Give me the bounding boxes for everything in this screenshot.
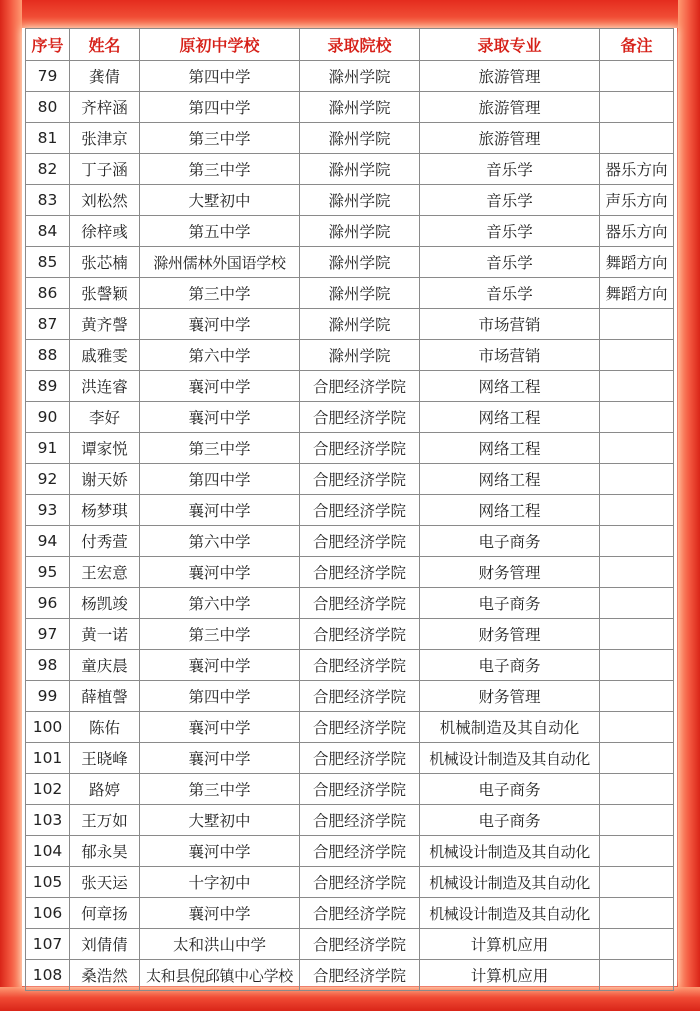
cell-name: 谢天娇	[70, 464, 140, 495]
cell-note: 声乐方向	[600, 185, 674, 216]
cell-major: 财务管理	[420, 681, 600, 712]
table-row	[26, 154, 674, 185]
table-row	[26, 371, 674, 402]
cell-middle-school: 第四中学	[140, 92, 300, 123]
cell-name: 薛植謦	[70, 681, 140, 712]
cell-college: 滁州学院	[300, 216, 420, 247]
table-row	[26, 619, 674, 650]
cell-major: 计算机应用	[420, 929, 600, 960]
cell-middle-school: 襄河中学	[140, 743, 300, 774]
cell-college: 合肥经济学院	[300, 650, 420, 681]
header-number: 序号	[26, 29, 70, 61]
cell-middle-school: 襄河中学	[140, 898, 300, 929]
cell-middle-school: 襄河中学	[140, 309, 300, 340]
table-row	[26, 185, 674, 216]
cell-number: 97	[26, 619, 70, 650]
cell-middle-school: 大墅初中	[140, 185, 300, 216]
cell-number: 86	[26, 278, 70, 309]
cell-number: 106	[26, 898, 70, 929]
cell-college: 合肥经济学院	[300, 495, 420, 526]
cell-note	[600, 898, 674, 929]
cell-college: 合肥经济学院	[300, 929, 420, 960]
cell-note	[600, 495, 674, 526]
cell-number: 107	[26, 929, 70, 960]
cell-college: 合肥经济学院	[300, 712, 420, 743]
cell-name: 郁永昊	[70, 836, 140, 867]
table-row	[26, 774, 674, 805]
cell-college: 合肥经济学院	[300, 743, 420, 774]
cell-major: 财务管理	[420, 557, 600, 588]
cell-name: 丁子涵	[70, 154, 140, 185]
table-row	[26, 464, 674, 495]
cell-college: 合肥经济学院	[300, 867, 420, 898]
cell-number: 81	[26, 123, 70, 154]
cell-note: 器乐方向	[600, 216, 674, 247]
cell-college: 滁州学院	[300, 92, 420, 123]
cell-name: 李好	[70, 402, 140, 433]
cell-middle-school: 襄河中学	[140, 402, 300, 433]
cell-name: 付秀萱	[70, 526, 140, 557]
cell-note	[600, 464, 674, 495]
cell-name: 何章扬	[70, 898, 140, 929]
cell-name: 洪连睿	[70, 371, 140, 402]
cell-note: 舞蹈方向	[600, 278, 674, 309]
cell-number: 89	[26, 371, 70, 402]
cell-middle-school: 襄河中学	[140, 495, 300, 526]
cell-college: 滁州学院	[300, 123, 420, 154]
document-sheet	[22, 28, 677, 986]
cell-name: 齐梓涵	[70, 92, 140, 123]
cell-name: 张芯楠	[70, 247, 140, 278]
header-note: 备注	[600, 29, 674, 61]
cell-major: 计算机应用	[420, 960, 600, 991]
cell-major: 市场营销	[420, 309, 600, 340]
cell-middle-school: 第三中学	[140, 433, 300, 464]
cell-note	[600, 929, 674, 960]
header-college: 录取院校	[300, 29, 420, 61]
cell-note	[600, 960, 674, 991]
cell-major: 网络工程	[420, 371, 600, 402]
cell-major: 电子商务	[420, 588, 600, 619]
cell-college: 合肥经济学院	[300, 836, 420, 867]
header-middle-school: 原初中学校	[140, 29, 300, 61]
cell-major: 机械设计制造及其自动化	[420, 898, 600, 929]
cell-middle-school: 第三中学	[140, 154, 300, 185]
table-row	[26, 216, 674, 247]
cell-middle-school: 太和洪山中学	[140, 929, 300, 960]
cell-middle-school: 滁州儒林外国语学校	[140, 247, 300, 278]
left-border	[0, 0, 22, 1011]
table-row	[26, 123, 674, 154]
cell-name: 张津京	[70, 123, 140, 154]
cell-major: 电子商务	[420, 650, 600, 681]
cell-name: 黄齐謦	[70, 309, 140, 340]
cell-major: 音乐学	[420, 185, 600, 216]
cell-note	[600, 309, 674, 340]
cell-college: 滁州学院	[300, 61, 420, 92]
cell-note	[600, 526, 674, 557]
cell-middle-school: 襄河中学	[140, 836, 300, 867]
cell-note	[600, 433, 674, 464]
cell-number: 103	[26, 805, 70, 836]
cell-college: 合肥经济学院	[300, 371, 420, 402]
cell-note	[600, 743, 674, 774]
cell-number: 99	[26, 681, 70, 712]
cell-college: 合肥经济学院	[300, 526, 420, 557]
cell-college: 合肥经济学院	[300, 898, 420, 929]
table-row	[26, 247, 674, 278]
cell-middle-school: 第五中学	[140, 216, 300, 247]
cell-college: 滁州学院	[300, 340, 420, 371]
cell-middle-school: 第三中学	[140, 123, 300, 154]
cell-number: 105	[26, 867, 70, 898]
cell-name: 徐梓彧	[70, 216, 140, 247]
table-row	[26, 557, 674, 588]
cell-major: 网络工程	[420, 402, 600, 433]
table-row	[26, 867, 674, 898]
cell-college: 合肥经济学院	[300, 557, 420, 588]
cell-major: 旅游管理	[420, 92, 600, 123]
cell-major: 网络工程	[420, 464, 600, 495]
cell-note	[600, 557, 674, 588]
table-row	[26, 433, 674, 464]
cell-college: 合肥经济学院	[300, 774, 420, 805]
table-row	[26, 278, 674, 309]
cell-middle-school: 第三中学	[140, 619, 300, 650]
cell-middle-school: 第三中学	[140, 774, 300, 805]
cell-name: 路婷	[70, 774, 140, 805]
cell-name: 龚倩	[70, 61, 140, 92]
cell-note	[600, 340, 674, 371]
cell-college: 滁州学院	[300, 278, 420, 309]
cell-major: 音乐学	[420, 247, 600, 278]
table-row	[26, 929, 674, 960]
table-row	[26, 340, 674, 371]
cell-number: 88	[26, 340, 70, 371]
cell-middle-school: 第四中学	[140, 61, 300, 92]
cell-college: 合肥经济学院	[300, 960, 420, 991]
cell-number: 104	[26, 836, 70, 867]
cell-major: 音乐学	[420, 216, 600, 247]
cell-number: 90	[26, 402, 70, 433]
cell-major: 旅游管理	[420, 61, 600, 92]
cell-middle-school: 第六中学	[140, 526, 300, 557]
cell-note	[600, 402, 674, 433]
cell-middle-school: 第四中学	[140, 464, 300, 495]
cell-middle-school: 十字初中	[140, 867, 300, 898]
cell-number: 101	[26, 743, 70, 774]
cell-number: 82	[26, 154, 70, 185]
right-border	[678, 0, 700, 1011]
cell-number: 102	[26, 774, 70, 805]
cell-major: 电子商务	[420, 526, 600, 557]
table-row	[26, 712, 674, 743]
cell-name: 杨梦琪	[70, 495, 140, 526]
cell-note	[600, 92, 674, 123]
table-row	[26, 92, 674, 123]
cell-number: 80	[26, 92, 70, 123]
cell-college: 合肥经济学院	[300, 433, 420, 464]
table-body	[26, 61, 674, 991]
cell-name: 童庆晨	[70, 650, 140, 681]
cell-number: 79	[26, 61, 70, 92]
cell-number: 91	[26, 433, 70, 464]
cell-middle-school: 襄河中学	[140, 650, 300, 681]
cell-college: 滁州学院	[300, 154, 420, 185]
admission-table	[25, 28, 674, 991]
cell-middle-school: 第六中学	[140, 588, 300, 619]
cell-note	[600, 61, 674, 92]
top-border	[0, 0, 700, 28]
cell-number: 94	[26, 526, 70, 557]
cell-number: 100	[26, 712, 70, 743]
cell-name: 刘松然	[70, 185, 140, 216]
cell-major: 电子商务	[420, 805, 600, 836]
cell-number: 96	[26, 588, 70, 619]
cell-college: 合肥经济学院	[300, 588, 420, 619]
cell-name: 黄一诺	[70, 619, 140, 650]
cell-major: 电子商务	[420, 774, 600, 805]
cell-note	[600, 123, 674, 154]
cell-college: 滁州学院	[300, 309, 420, 340]
table-row	[26, 309, 674, 340]
table-row	[26, 960, 674, 991]
cell-number: 108	[26, 960, 70, 991]
cell-middle-school: 襄河中学	[140, 712, 300, 743]
table-row	[26, 805, 674, 836]
cell-college: 合肥经济学院	[300, 464, 420, 495]
cell-number: 85	[26, 247, 70, 278]
cell-middle-school: 太和县倪邱镇中心学校	[140, 960, 300, 991]
table-row	[26, 650, 674, 681]
cell-name: 陈佑	[70, 712, 140, 743]
header-major: 录取专业	[420, 29, 600, 61]
cell-major: 财务管理	[420, 619, 600, 650]
cell-major: 机械设计制造及其自动化	[420, 867, 600, 898]
cell-number: 87	[26, 309, 70, 340]
cell-note	[600, 712, 674, 743]
table-row	[26, 61, 674, 92]
cell-name: 王宏意	[70, 557, 140, 588]
cell-number: 84	[26, 216, 70, 247]
cell-number: 83	[26, 185, 70, 216]
cell-note: 器乐方向	[600, 154, 674, 185]
cell-college: 合肥经济学院	[300, 619, 420, 650]
cell-major: 音乐学	[420, 154, 600, 185]
cell-name: 张天运	[70, 867, 140, 898]
table-row	[26, 836, 674, 867]
table-header	[26, 29, 674, 61]
cell-note	[600, 836, 674, 867]
table-row	[26, 743, 674, 774]
cell-note: 舞蹈方向	[600, 247, 674, 278]
cell-major: 机械制造及其自动化	[420, 712, 600, 743]
cell-major: 网络工程	[420, 433, 600, 464]
table-row	[26, 588, 674, 619]
cell-name: 桑浩然	[70, 960, 140, 991]
cell-college: 合肥经济学院	[300, 805, 420, 836]
cell-college: 合肥经济学院	[300, 402, 420, 433]
cell-middle-school: 襄河中学	[140, 557, 300, 588]
cell-name: 刘倩倩	[70, 929, 140, 960]
cell-name: 张謦颖	[70, 278, 140, 309]
table-row	[26, 402, 674, 433]
cell-name: 杨凯竣	[70, 588, 140, 619]
cell-major: 旅游管理	[420, 123, 600, 154]
header-row	[26, 29, 674, 61]
cell-middle-school: 第四中学	[140, 681, 300, 712]
cell-note	[600, 588, 674, 619]
cell-middle-school: 襄河中学	[140, 371, 300, 402]
cell-note	[600, 371, 674, 402]
cell-note	[600, 867, 674, 898]
cell-middle-school: 第三中学	[140, 278, 300, 309]
cell-note	[600, 650, 674, 681]
cell-note	[600, 774, 674, 805]
cell-name: 王万如	[70, 805, 140, 836]
cell-number: 92	[26, 464, 70, 495]
cell-name: 戚雅雯	[70, 340, 140, 371]
cell-college: 滁州学院	[300, 247, 420, 278]
table-row	[26, 526, 674, 557]
cell-middle-school: 第六中学	[140, 340, 300, 371]
cell-number: 95	[26, 557, 70, 588]
cell-major: 机械设计制造及其自动化	[420, 743, 600, 774]
cell-note	[600, 805, 674, 836]
cell-major: 市场营销	[420, 340, 600, 371]
table-row	[26, 898, 674, 929]
cell-note	[600, 619, 674, 650]
header-name: 姓名	[70, 29, 140, 61]
cell-major: 机械设计制造及其自动化	[420, 836, 600, 867]
table-row	[26, 495, 674, 526]
cell-number: 98	[26, 650, 70, 681]
cell-college: 滁州学院	[300, 185, 420, 216]
cell-major: 网络工程	[420, 495, 600, 526]
cell-middle-school: 大墅初中	[140, 805, 300, 836]
cell-college: 合肥经济学院	[300, 681, 420, 712]
cell-name: 谭家悦	[70, 433, 140, 464]
cell-major: 音乐学	[420, 278, 600, 309]
cell-name: 王晓峰	[70, 743, 140, 774]
table-row	[26, 681, 674, 712]
cell-note	[600, 681, 674, 712]
cell-number: 93	[26, 495, 70, 526]
